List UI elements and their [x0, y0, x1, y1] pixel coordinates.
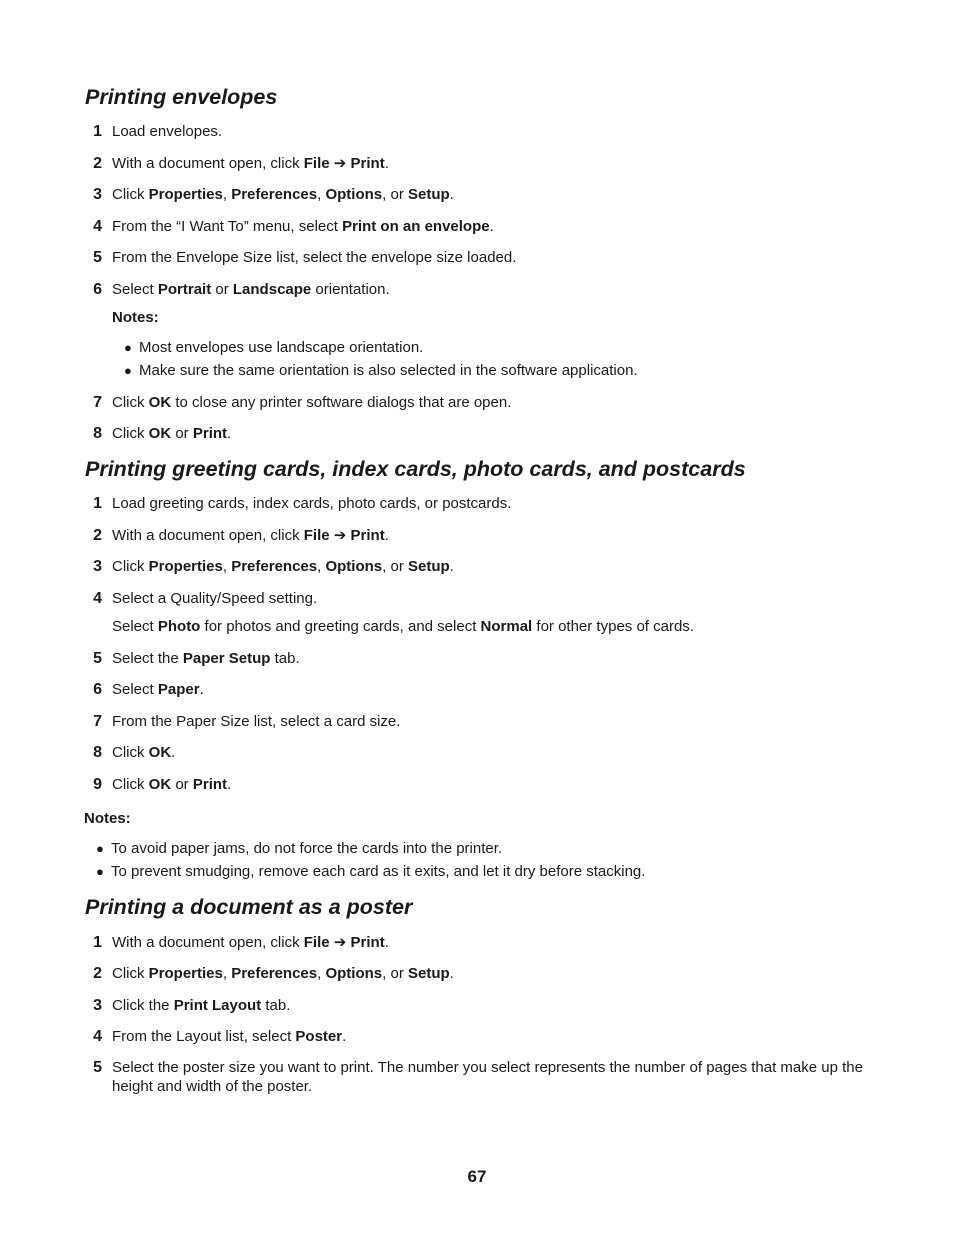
step-text: Click OK or Print. [112, 776, 232, 793]
step-detail: Select Photo for photos and greeting cards, and select Normal for other types of cards. [112, 618, 694, 635]
bullet-icon: ● [124, 363, 132, 378]
step-text: Select the Paper Setup tab. [112, 650, 300, 667]
document-page: Printing envelopes 1 Load envelopes. 2 With a document open, click File ➔ Print. 3 Click Properties, Preferences, Options, or Setup. 4 From the “I Want To” menu, select Print on an envelope. 5 From the Envelope Size list, select the envelope size loaded. 6 Select Portrait or Landscape orientation. Notes: ● Most envelopes use landscape orientation. ● Make sure the same orientation is also selected in the software application. 7 Click OK to close any printer software dialogs that are open. 8 Click OK or Print. Printing greeting cards, index cards, photo cards, and postcards 1 Load greeting cards, index cards, photo cards, or postcards. 2 With a document open, click File ➔ Print. 3 Click Properties, Preferences, Options, or Setup. 4 Select a Quality/Speed setting. Select Photo for photos and greeting cards, and select Normal for other types of cards. 5 Select the Paper Setup tab. 6 Select Paper. 7 From the Paper Size list, select a card size. 8 Click OK. 9 Click OK or Print. Notes: ● To avoid paper jams, do not force the cards into the printer. ● To prevent smudging, remove each card as it exits, and let it dry before stacking. Printing a document as a poster 1 With a document open, click File ➔ Print. 2 Click Properties, Preferences, Options, or Setup. 3 Click the Print Layout tab. 4 From the Layout list, select Poster. 5 Select the poster size you want to print. The number you select represents the number of pages that make up the height and width of the poster. 67 [0, 0, 954, 1235]
step-text: From the “I Want To” menu, select Print on an envelope. [112, 218, 494, 235]
step-text: With a document open, click File ➔ Print. [112, 155, 389, 172]
step-text: Click Properties, Preferences, Options, or Setup. [112, 186, 454, 203]
bullet-icon: ● [124, 340, 132, 355]
step-text: Select a Quality/Speed setting. [112, 590, 318, 607]
step-text: With a document open, click File ➔ Print. [112, 527, 389, 544]
section-title-cards: Printing greeting cards, index cards, photo cards, and postcards [85, 457, 746, 481]
step-text: Select Paper. [112, 681, 204, 698]
section-title-poster: Printing a document as a poster [85, 895, 413, 919]
notes-label: Notes: [84, 810, 131, 827]
step-text: From the Layout list, select Poster. [112, 1028, 347, 1045]
section-title-envelopes: Printing envelopes [85, 85, 278, 109]
page-number: 67 [467, 1167, 487, 1186]
step-text: Click Properties, Preferences, Options, or Setup. [112, 965, 454, 982]
step-text: Click the Print Layout tab. [112, 997, 291, 1014]
step-text: Load greeting cards, index cards, photo cards, or postcards. [112, 495, 512, 512]
bullet-icon: ● [96, 864, 104, 879]
step-text: Click OK or Print. [112, 425, 232, 442]
step-text: Load envelopes. [112, 123, 223, 140]
step-text: Click OK to close any printer software dialogs that are open. [112, 394, 512, 411]
step-text: From the Envelope Size list, select the envelope size loaded. [112, 249, 517, 266]
bullet-icon: ● [96, 841, 104, 856]
notes-label: Notes: [112, 309, 159, 326]
step-text: Select the poster size you want to print. The number you select represents the number of pages that make up the height and width of the poster. [112, 1059, 863, 1095]
step-text: With a document open, click File ➔ Print. [112, 934, 389, 951]
step-text: Select Portrait or Landscape orientation. [112, 281, 390, 298]
step-text: Click Properties, Preferences, Options, or Setup. [112, 558, 454, 575]
step-text: Click OK. [112, 744, 176, 761]
step-text: From the Paper Size list, select a card size. [112, 713, 401, 730]
